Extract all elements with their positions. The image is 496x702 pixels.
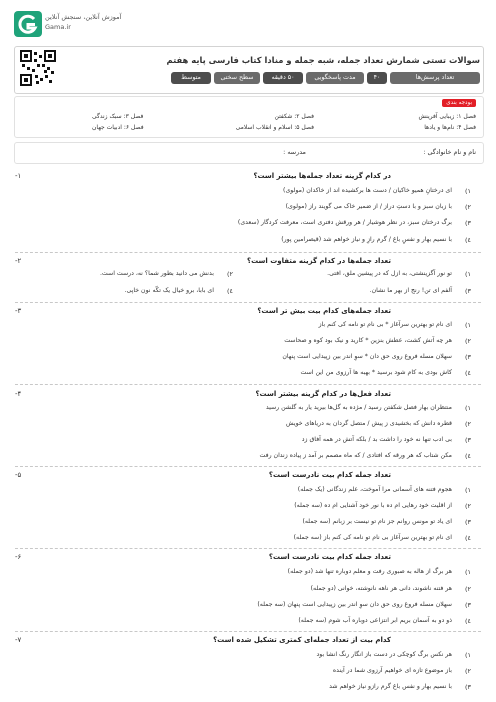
brand-domain: Gama.ir: [45, 23, 71, 31]
question-separator: [15, 384, 481, 385]
topic-item: فصل ۳: سبک زندگی: [92, 113, 144, 120]
question-text: تعداد جمله‌ها در کدام گزینه متفاوت است؟: [247, 257, 391, 265]
question-text: تعداد فعل‌ها در کدام گزینه بیشتر است؟: [255, 390, 391, 398]
option-text[interactable]: با نسیم بهار و نفسِ باغ / گرم رازِ و نیاز خواهم شد (قیصرامین پور): [281, 236, 452, 243]
topic-item: فصل ۱: زیبایی آفرینش: [418, 113, 476, 120]
option-number: ٣): [465, 219, 471, 227]
duration-value-pill: [263, 72, 303, 84]
option-number: ٣): [465, 353, 471, 361]
qr-code-icon: [20, 50, 56, 86]
question-count-value: ۴۰: [373, 74, 381, 81]
difficulty-value-pill: [171, 72, 211, 84]
duration-pill: [306, 72, 364, 84]
option-number: ٢): [465, 203, 471, 211]
option-number: ١): [465, 486, 471, 494]
question-separator: [15, 631, 481, 632]
option-number: ٤): [465, 534, 471, 542]
question-text: تعداد جمله‌های کدام بیت بیش تر است؟: [257, 307, 391, 315]
question-number: ۷-: [15, 636, 22, 644]
option-number: ١): [465, 187, 471, 195]
option-text[interactable]: ای نام تو بهترین سرآغاز * بی نام تو نامه کی کنم باز: [318, 321, 452, 328]
student-info-row: [14, 142, 484, 164]
question-count-value-pill: [367, 72, 387, 84]
topic-item: فصل ۴: نام‌ها و یادها: [424, 124, 476, 131]
option-text[interactable]: هر چه آتش کشت، عطش بنزین * کارید و نیک بود کوه و صحاست: [284, 337, 452, 344]
option-text[interactable]: قطره دانش که بخشیدی ز پیش / متصل گردان به دریاهای خویش: [285, 420, 452, 427]
option-number: ٤): [465, 236, 471, 244]
option-text[interactable]: مکن شتاب که هر ورقه که افتادی / که ماه مصمم بر آمد ز پیاده زندان رفت: [259, 452, 452, 459]
option-text[interactable]: سهلان مسله فروغ روی حق دان * سوِ اندر بین زپیدایی است پنهان: [282, 353, 452, 360]
option-text[interactable]: کاش بودی به کام شود برسید * بهبه ها آرزوی من این است: [300, 369, 452, 376]
option-text[interactable]: هجوم فتنه های آسمانی مرا آموخت، علم زندگانی (یک جمله): [297, 486, 452, 493]
option-text[interactable]: ای درختانِ همیو خاکیان / دست ها برکشیده اند از خاکدان (مولوی): [283, 187, 452, 194]
question-separator: [15, 548, 481, 549]
option-text[interactable]: بی ادب تنها نه خود را داشت بد / بلکه آتش در همه آفاق زد: [301, 436, 452, 443]
difficulty-label: سطح سختی: [220, 74, 254, 81]
option-number: ١): [465, 270, 471, 278]
question-text: کدام بیت از تعداد جمله‌ای کمتری تشکیل شده است؟: [213, 636, 391, 644]
topic-item: فصل ۲: شکفتن: [274, 113, 314, 120]
option-text[interactable]: ذو دو به آسمان بریم ابر انتزاعی دوباره آب شوم (سه جمله): [298, 617, 452, 624]
option-text[interactable]: از اقلیت خود رهایی ام ده با نور خود آشنایی ام ده (سه جمله): [294, 502, 452, 509]
option-number: ٢): [465, 502, 471, 510]
question-number: ۱-: [15, 172, 22, 180]
option-text[interactable]: آلفم ای تن! رنج از بهر ما نشان.: [369, 287, 452, 294]
question-number: ۶-: [15, 553, 22, 561]
option-text[interactable]: برگ درختان سبز، در نظر هوشیار / هر ورقش دفتری است، معرفت کردگار (سعدی): [237, 219, 452, 226]
topic-item: فصل ۵: اسلام و انقلاب اسلامی: [235, 124, 314, 131]
question-number: ۵-: [15, 471, 22, 479]
option-text[interactable]: باز موضوع تازه ای خواهیم آرزوی شما در آینده: [332, 667, 452, 674]
option-text[interactable]: ای بابا، برو خیال یک تکّه نون خاپی.: [124, 287, 214, 294]
option-number: ٣): [465, 287, 471, 295]
option-number: ١): [465, 321, 471, 329]
option-number: ١): [465, 404, 471, 412]
duration-value: ۵۰ دقیقه: [271, 74, 295, 81]
question-separator: [15, 466, 481, 467]
option-text[interactable]: ای یاد تو مونس روانم جز نام تو نیست بر زبانم (سه جمله): [302, 518, 452, 525]
header-box: [14, 46, 484, 94]
brand-tagline: آموزش آنلاین، سنجش آنلاین: [45, 13, 122, 21]
gama-logo-icon: [14, 11, 42, 37]
question-text: تعداد جمله کدام بیت نادرست است؟: [268, 471, 391, 479]
option-text[interactable]: بدنش می دانید بطور شما؟ نه، درست است.: [99, 270, 214, 277]
school-label: مدرسه :: [283, 148, 306, 156]
difficulty-value: متوسط: [181, 74, 201, 81]
option-number: ٣): [465, 683, 471, 691]
option-text[interactable]: هر برگ از هاله به صبوری رفت و معلم دوباره تنها شد (دو جمله): [287, 568, 452, 575]
option-text[interactable]: ای نام تو بهترین سرآغاز بی نام تو نامه کی کنم باز (سه جمله): [293, 534, 452, 541]
option-number: ٣): [465, 436, 471, 444]
option-number: ١): [465, 568, 471, 576]
option-text[interactable]: با نسیم بهار و نفس باغ گرم رازو نیاز خواهم شد: [329, 683, 452, 690]
question-number: ۴-: [15, 390, 22, 398]
question-text: تعداد جمله کدام بیت نادرست است؟: [268, 553, 391, 561]
option-text[interactable]: منتظران بهار فصل شکفتن رسید / مژده به گل‌ها بیرید یار به گلشن رسید: [265, 404, 452, 411]
option-number: ٤): [465, 452, 471, 460]
question-separator: [15, 302, 481, 303]
option-number: ٢): [227, 270, 233, 278]
option-text[interactable]: هر نکس برگ کوچکی در دست باز انگار رنگ انشا بود: [316, 651, 452, 658]
option-number: ٢): [465, 337, 471, 345]
question-count-label: تعداد پرسش‌ها: [415, 74, 455, 81]
topics-box: [14, 96, 484, 138]
option-number: ٣): [465, 518, 471, 526]
option-number: ٤): [227, 287, 233, 295]
option-number: ١): [465, 651, 471, 659]
duration-label: مدت پاسخگویی: [314, 74, 356, 81]
question-number: ۳-: [15, 307, 22, 315]
option-text[interactable]: هر فتنه ناشوند، دانی هر ناهه نانوشته، خوانی (دو جمله): [310, 585, 452, 592]
option-number: ٢): [465, 667, 471, 675]
question-count-pill: [390, 72, 480, 84]
option-text[interactable]: سهلان مسله فروغ روی حق دان سوِ اندر بین زپیدایی است پنهان (سه جمله): [257, 601, 452, 608]
topics-badge: بودجه بندی: [442, 99, 476, 107]
difficulty-pill: [214, 72, 260, 84]
option-number: ٤): [465, 617, 471, 625]
option-number: ٢): [465, 420, 471, 428]
option-number: ٣): [465, 601, 471, 609]
option-number: ٤): [465, 369, 471, 377]
question-separator: [15, 252, 481, 253]
question-number: ۲-: [15, 257, 22, 265]
page-title: سوالات تستی شمارش تعداد جمله، شبه جمله و منادا کتاب فارسی پایه هفتم: [166, 55, 480, 65]
student-name-label: نام و نام خانوادگی :: [423, 148, 476, 156]
option-text[interactable]: با زبان سبز و با دستِ دراز / از ضمیر خاک می گویند راز (مولوی): [285, 203, 452, 210]
option-text[interactable]: تو نور آگزینشتی، به ازل که در پیشین ملق، افتی.: [327, 270, 452, 277]
option-number: ٢): [465, 585, 471, 593]
question-text: در کدام گزینه تعداد جمله‌ها بیشتر است؟: [253, 172, 391, 180]
topic-item: فصل ۶: ادبیات جهان: [92, 124, 144, 131]
